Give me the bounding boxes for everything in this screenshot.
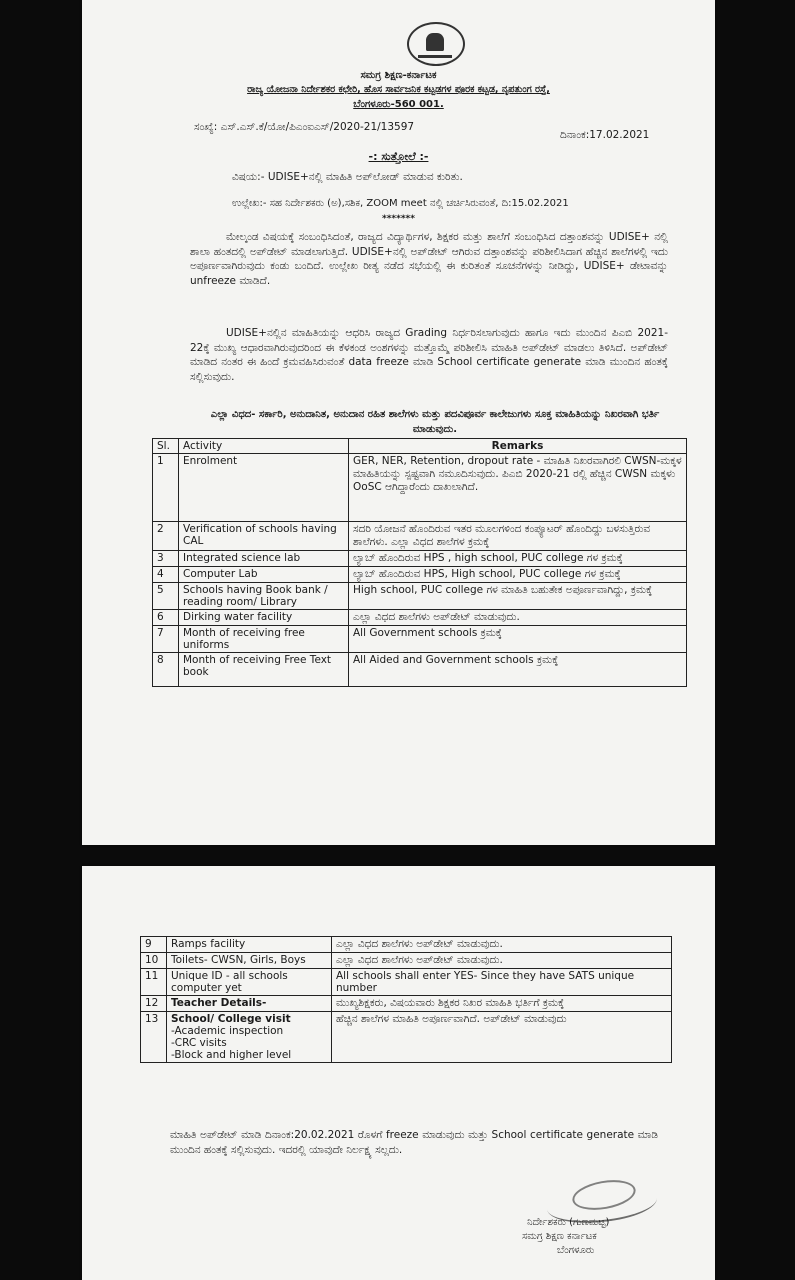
table-row [153, 653, 687, 687]
row-activity: Dirking water facility [179, 610, 349, 626]
closing-paragraph: ಮಾಹಿತಿ ಅಪ್‌ಡೇಟ್ ಮಾಡಿ ದಿನಾಂಕ:20.02.2021 ರೊಳಗೆ freeze ಮಾಡುವುದು ಮತ್ತು School certificate generate ಮಾಡಿ ಮುಂದಿನ ಹಂತಕ್ಕೆ ಸಲ್ಲಿಸುವುದು. ಇದರಲ್ಲಿ ಯಾವುದೇ ನಿರ್ಲಕ್ಷ್ಯ ಸಲ್ಲದು. [170, 1129, 658, 1156]
row-activity: Month of receiving free uniforms [179, 626, 349, 653]
row-remarks: ಎಲ್ಲಾ ವಿಧದ ಶಾಲೆಗಳು ಅಪ್‌ಡೇಟ್ ಮಾಡುವುದು. [332, 953, 672, 969]
row-sl: 5 [153, 583, 179, 610]
city-line: ಬೆಂಗಳೂರು-560 001. [353, 99, 444, 110]
row-sl: 13 [141, 1012, 167, 1063]
row-sl: 9 [141, 937, 167, 953]
paragraph-1: ಮೇಲ್ಕಂಡ ವಿಷಯಕ್ಕೆ ಸಂಬಂಧಿಸಿದಂತೆ, ರಾಜ್ಯದ ವಿದ್ಯಾರ್ಥಿಗಳ, ಶಿಕ್ಷಕರ ಮತ್ತು ಶಾಲೆಗೆ ಸಂಬಂಧಿಸಿದ ದತ್ತಾಂಶವನ್ನು UDISE+ ನಲ್ಲಿ ಶಾಲಾ ಹಂತದಲ್ಲಿ ಅಪ್‌ಡೇಟ್ ಮಾಡಲಾಗುತ್ತಿದೆ. UDISE+ನಲ್ಲಿ ಅಪ್‌ಡೇಟ್ ಆಗಿರುವ ದತ್ತಾಂಶವನ್ನು ಪರಿಶೀಲಿಸಿದಾಗ ಹೆಚ್ಚಿನ ಶಾಲೆಗಳಲ್ಲಿ ಇದು ಅಪೂರ್ಣವಾಗಿರುವುದು ಕಂಡು ಬಂದಿದೆ. ಉಲ್ಲೇಖ ರೀತ್ಯ ನಡೆದ ಸಭೆಯಲ್ಲಿ ಈ ಕುರಿತಂತೆ ಸೂಚನೆಗಳನ್ನು ನೀಡಿದ್ದು, UDISE+ ಡೇಟಾವನ್ನು unfreeze ಮಾಡಿದೆ. [190, 231, 668, 287]
row-remarks: ಲ್ಯಾಬ್ ಹೊಂದಿರುವ HPS, High school, PUC college ಗಳ ಕ್ರಮಕ್ಕೆ [349, 567, 687, 583]
row-remarks: ಎಲ್ಲಾ ವಿಧದ ಶಾಲೆಗಳು ಅಪ್‌ಡೇಟ್ ಮಾಡುವುದು. [332, 937, 672, 953]
table-row [153, 610, 687, 626]
row-activity: Ramps facility [167, 937, 332, 953]
document-page-1 [82, 0, 715, 845]
row-activity: Integrated science lab [179, 551, 349, 567]
table-row [153, 583, 687, 610]
activity-table [152, 438, 687, 687]
document-page-2 [82, 866, 715, 1280]
row-remarks: All schools shall enter YES- Since they have SATS unique number [332, 969, 672, 996]
table-row [153, 567, 687, 583]
row-remarks: All Aided and Government schools ಕ್ರಮಕ್ಕೆ [349, 653, 687, 687]
row-activity: Verification of schools having CAL [179, 522, 349, 551]
row-remarks: High school, PUC college ಗಳ ಮಾಹಿತಿ ಬಹುತೇಕ ಅಪೂರ್ಣವಾಗಿದ್ದು, ಕ್ರಮಕ್ಕೆ [349, 583, 687, 610]
row-remarks: ಹೆಚ್ಚಿನ ಶಾಲೆಗಳ ಮಾಹಿತಿ ಅಪೂರ್ಣವಾಗಿದೆ. ಅಪ್‌ಡೇಟ್ ಮಾಡುವುದು [332, 1012, 672, 1063]
row-remarks: ಸದರಿ ಯೋಜನೆ ಹೊಂದಿರುವ ಇತರ ಮೂಲಗಳಿಂದ ಕಂಪ್ಯೂಟರ್ ಹೊಂದಿದ್ದು ಬಳಸುತ್ತಿರುವ ಶಾಲೆಗಳು. ಎಲ್ಲಾ ವಿಧದ ಶಾಲೆಗಳ ಕ್ರಮಕ್ಕೆ [349, 522, 687, 551]
org-line: ಸಮಗ್ರ ಶಿಕ್ಷಣ-ಕರ್ನಾಟಕ [360, 70, 437, 81]
row-activity: Month of receiving Free Text book [179, 653, 349, 687]
reference-number: ಸಂಖ್ಯೆ: ಎಸ್.ಎಸ್.ಕೆ/ಯೋ/ಪಿಎಂಐಎಸ್/2020-21/13597 [194, 121, 415, 133]
row-sl: 4 [153, 567, 179, 583]
header-remarks: Remarks [349, 439, 687, 454]
table-row [141, 1012, 672, 1063]
row-activity-visit [167, 1012, 332, 1063]
table-row [141, 953, 672, 969]
table-row [141, 937, 672, 953]
row-sl: 8 [153, 653, 179, 687]
visit-sub-item: -Block and higher level [171, 1049, 292, 1061]
visit-sub-item: -Academic inspection [171, 1025, 284, 1037]
row-sl: 1 [153, 454, 179, 522]
row-remarks: ಎಲ್ಲಾ ವಿಧದ ಶಾಲೆಗಳು ಅಪ್‌ಡೇಟ್ ಮಾಡುವುದು. [349, 610, 687, 626]
paragraph-2: UDISE+ನಲ್ಲಿನ ಮಾಹಿತಿಯನ್ನು ಆಧರಿಸಿ ರಾಜ್ಯದ Grading ನಿರ್ಧರಿಸಲಾಗುವುದು ಹಾಗೂ ಇದು ಮುಂದಿನ ಪಿಎಬಿ 2021-22ಕ್ಕೆ ಮುಖ್ಯ ಆಧಾರವಾಗಿರುವುದರಿಂದ ಈ ಕೆಳಕಂಡ ಅಂಶಗಳನ್ನು ಮತ್ತೊಮ್ಮೆ ಪರಿಶೀಲಿಸಿ ಮಾಹಿತಿ ಅಪ್‌ಡೇಟ್ ಮಾಡಲು ತಿಳಿಸಿದೆ. ಅಪ್‌ಡೇಟ್ ಮಾಡಿದ ನಂತರ ಈ ಹಿಂದೆ ಕ್ರಮವಹಿಸಿರುವಂತೆ data freeze ಮಾಡಿ School certificate generate ಮಾಡಿ ಮುಂದಿನ ಹಂತಕ್ಕೆ ಸಲ್ಲಿಸುವುದು. [190, 327, 668, 383]
table-row [141, 996, 672, 1012]
subject-line: ವಿಷಯ:- UDISE+ನಲ್ಲಿ ಮಾಹಿತಿ ಅಪ್‌ಲೋಡ್ ಮಾಡುವ ಕುರಿತು. [232, 171, 463, 183]
signatory-org: ಸಮಗ್ರ ಶಿಕ್ಷಣ ಕರ್ನಾಟಕ [522, 1231, 597, 1242]
row-remarks: ಲ್ಯಾಬ್ ಹೊಂದಿರುವ HPS , high school, PUC college ಗಳ ಕ್ರಮಕ್ಕೆ [349, 551, 687, 567]
row-activity: Teacher Details- [167, 996, 332, 1012]
visit-sub-item: -CRC visits [171, 1037, 227, 1049]
row-activity: Toilets- CWSN, Girls, Boys [167, 953, 332, 969]
table-row [153, 454, 687, 522]
header-sl: Sl. [153, 439, 179, 454]
government-emblem-icon [407, 22, 465, 66]
table-row [153, 522, 687, 551]
row-remarks: GER, NER, Retention, dropout rate - ಮಾಹಿತಿ ನಿಖರವಾಗಿರಲಿ CWSN-ಮಕ್ಕಳ ಮಾಹಿತಿಯನ್ನು ಸ್ಪಷ್ಟವಾಗಿ ನಮೂದಿಸುವುದು. ಪಿಎಬಿ 2020-21 ರಲ್ಲಿ ಹೆಚ್ಚಿನ CWSN ಮಕ್ಕಳು OoSC ಆಗಿದ್ದಾರೆಂದು ದಾಖಲಾಗಿದೆ. [349, 454, 687, 522]
table-row [153, 626, 687, 653]
table-row [153, 551, 687, 567]
row-sl: 2 [153, 522, 179, 551]
row-activity: Computer Lab [179, 567, 349, 583]
row-sl: 7 [153, 626, 179, 653]
row-remarks: All Government schools ಕ್ರಮಕ್ಕೆ [349, 626, 687, 653]
row-activity: Unique ID - all schools computer yet [167, 969, 332, 996]
row-activity: Enrolment [179, 454, 349, 522]
table-header-row [153, 439, 687, 454]
row-sl: 6 [153, 610, 179, 626]
row-activity: Schools having Book bank / reading room/ Library [179, 583, 349, 610]
circular-date: ದಿನಾಂಕ:17.02.2021 [560, 129, 650, 141]
row-sl: 10 [141, 953, 167, 969]
activity-table-continued [140, 936, 672, 1063]
table-row [141, 969, 672, 996]
signatory-city: ಬೆಂಗಳೂರು [557, 1245, 595, 1256]
header-activity: Activity [179, 439, 349, 454]
row-remarks: ಮುಖ್ಯಶಿಕ್ಷಕರು, ವಿಷಯವಾರು ಶಿಕ್ಷಕರ ನಿಖರ ಮಾಹಿತಿ ಭರ್ತಿಗೆ ಕ್ರಮಕ್ಕೆ [332, 996, 672, 1012]
instruction-line: ಎಲ್ಲಾ ವಿಧದ- ಸರ್ಕಾರಿ, ಅನುದಾನಿತ, ಅನುದಾನ ರಹಿತ ಶಾಲೆಗಳು ಮತ್ತು ಪದವಿಪೂರ್ವ ಕಾಲೇಜುಗಳು ಸೂಕ್ತ ಮಾಹಿತಿಯನ್ನು ನಿಖರವಾಗಿ ಭರ್ತಿ ಮಾಡುವುದು. [210, 409, 660, 435]
circular-title: -: ಸುತ್ತೋಲೆ :- [368, 150, 429, 163]
row-sl: 12 [141, 996, 167, 1012]
row-sl: 11 [141, 969, 167, 996]
row-sl: 3 [153, 551, 179, 567]
office-line: ರಾಜ್ಯ ಯೋಜನಾ ನಿರ್ದೇಶಕರ ಕಛೇರಿ, ಹೊಸ ಸಾರ್ವಜನಿಕ ಕಟ್ಟಡಗಳ ಪೂರಕ ಕಟ್ಟಡ, ನೃಪತುಂಗ ರಸ್ತೆ, [247, 84, 550, 95]
signatory-title: ನಿರ್ದೇಶಕರು (ಗುಣಮಟ್ಟ) [527, 1217, 610, 1228]
visit-title: School/ College visit [171, 1013, 291, 1025]
reference-line: ಉಲ್ಲೇಖ:- ಸಹ ನಿರ್ದೇಶಕರು (ಅ),ಸಶಿಕ, ZOOM meet ನಲ್ಲಿ ಚರ್ಚಿಸಿರುವಂತೆ, ದಿ:15.02.2021 [232, 198, 569, 209]
separator: ******* [382, 214, 415, 224]
